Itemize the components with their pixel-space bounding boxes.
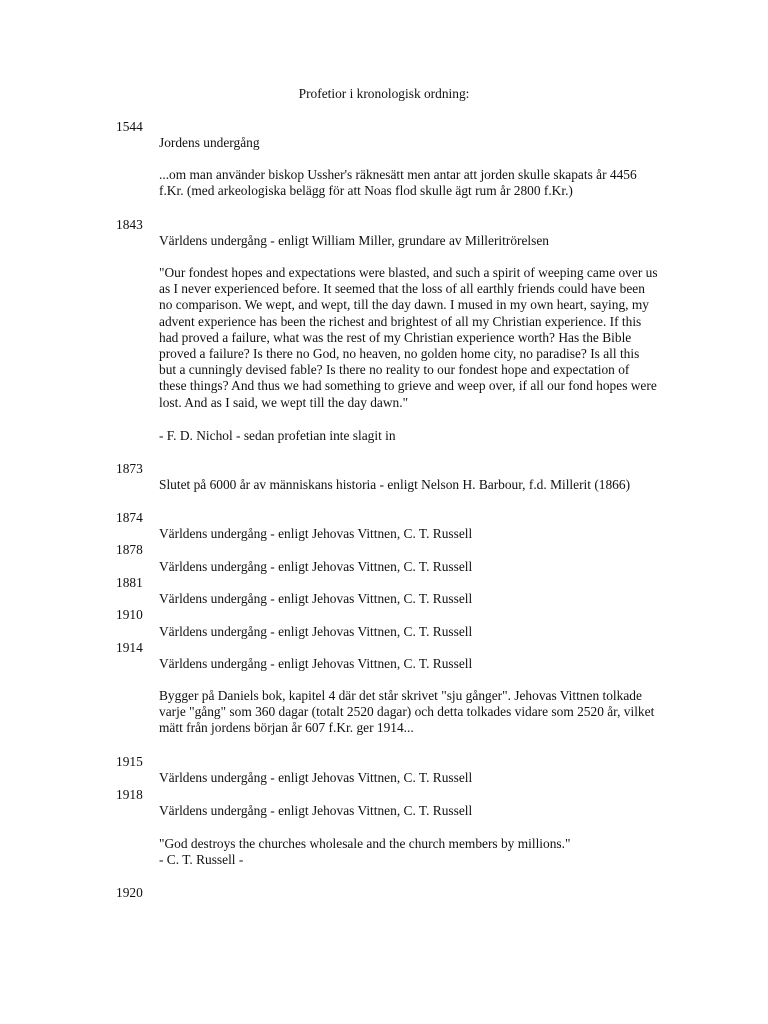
year-label: 1910 xyxy=(116,607,143,622)
year-label: 1918 xyxy=(116,787,143,802)
year-label: 1915 xyxy=(116,754,143,769)
entry-attribution: - F. D. Nichol - sedan profetian inte slagit in xyxy=(159,428,396,443)
entry-heading: Slutet på 6000 år av människans historia - enligt Nelson H. Barbour, f.d. Millerit (1866) xyxy=(159,477,631,492)
entry-heading: Världens undergång - enligt Jehovas Vittnen, C. T. Russell xyxy=(159,803,473,818)
entry-body: Bygger på Daniels bok, kapitel 4 där det står skrivet "sju gånger". Jehovas Vittnen tolkade varje "gång" som 360 dagar (totalt 2520 dagar) och detta tolkades vidare som 2520 år, vilket mätt från jordens början år 607 f.Kr. ger 1914... xyxy=(159,688,655,736)
year-label: 1874 xyxy=(116,510,143,525)
year-label: 1878 xyxy=(116,542,143,557)
entry-body: ...om man använder biskop Ussher's räknesätt men antar att jorden skulle skapats år 4456 f.Kr. (med arkeologiska belägg för att Noas flod skulle ägt rum år 2800 f.Kr.) xyxy=(159,167,637,199)
entry-attribution: - C. T. Russell - xyxy=(159,852,244,867)
entry-heading: Världens undergång - enligt Jehovas Vittnen, C. T. Russell xyxy=(159,591,473,606)
entry-heading: Världens undergång - enligt Jehovas Vittnen, C. T. Russell xyxy=(159,526,473,541)
entry-heading: Världens undergång - enligt Jehovas Vittnen, C. T. Russell xyxy=(159,770,473,785)
entry-heading: Världens undergång - enligt Jehovas Vittnen, C. T. Russell xyxy=(159,624,473,639)
entry-heading: Världens undergång - enligt Jehovas Vittnen, C. T. Russell xyxy=(159,656,473,671)
entry-quote: "Our fondest hopes and expectations were blasted, and such a spirit of weeping came over us as I never experienced before. It seemed that the loss of all earthly friends could have been no comparison. We wept, and wept, till the day dawn. I mused in my own heart, saying, my advent experience has been the richest and brightest of all my Christian experience. If this had proved a failure, what was the rest of my Christian experience worth? Has the Bible proved a failure? Is there no God, no heaven, no golden home city, no paradise? Is all this but a cunningly devised fable? Is there no reality to our fondest hope and expectation of these things? And thus we had something to grieve and weep over, if all our fond hopes were lost. And as I said, we wept till the day dawn." xyxy=(159,265,658,410)
entry-heading: Jordens undergång xyxy=(159,135,260,150)
entry-heading: Världens undergång - enligt Jehovas Vittnen, C. T. Russell xyxy=(159,559,473,574)
year-label: 1873 xyxy=(116,461,143,476)
document-title: Profetior i kronologisk ordning: xyxy=(298,86,470,101)
year-label: 1843 xyxy=(116,217,143,232)
entry-heading: Världens undergång - enligt William Miller, grundare av Milleritrörelsen xyxy=(159,233,549,248)
year-label: 1914 xyxy=(116,640,143,655)
year-label: 1881 xyxy=(116,575,143,590)
year-label: 1544 xyxy=(116,119,143,134)
year-label: 1920 xyxy=(116,885,143,900)
entry-quote: "God destroys the churches wholesale and the church members by millions." xyxy=(159,836,571,851)
